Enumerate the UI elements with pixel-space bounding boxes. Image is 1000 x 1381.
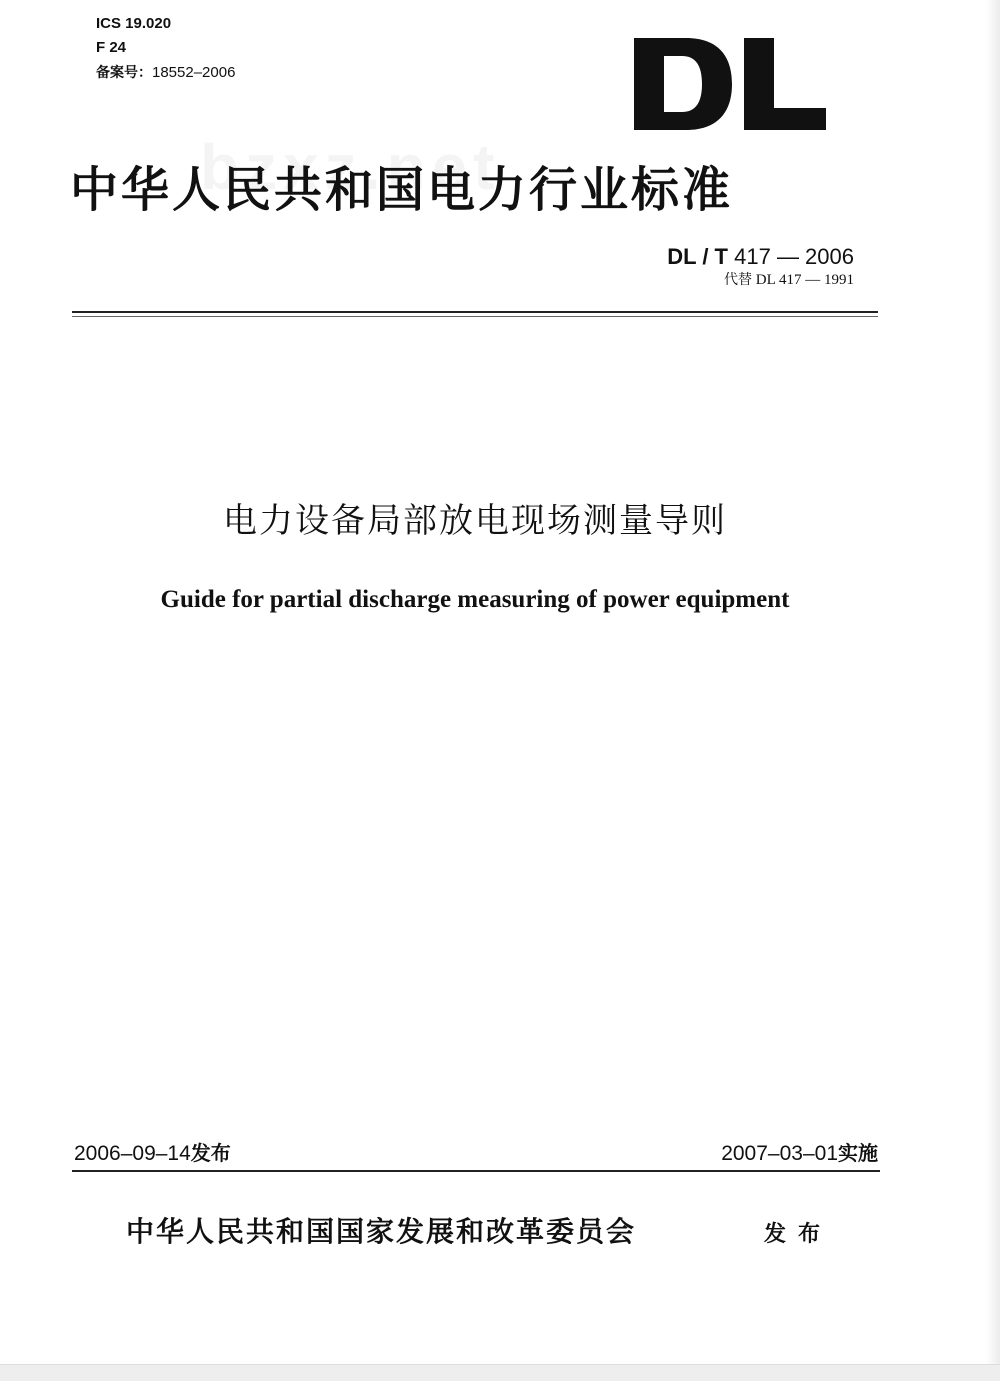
issue-word: 发布 — [764, 1222, 833, 1247]
issuing-authority: 中华人民共和国国家发展和改革委员会 — [126, 1215, 637, 1248]
standard-number — [667, 244, 854, 270]
dl-logo-graphic — [634, 38, 826, 130]
record-number-label: 备案号： — [96, 65, 152, 81]
chinese-title: 电力设备局部放电现场测量导则 — [223, 501, 727, 541]
effective-date-value: 2007–03–01 — [721, 1142, 838, 1165]
record-number — [96, 63, 235, 83]
effective-date — [721, 1139, 878, 1168]
effective-date-label: 实施 — [838, 1141, 878, 1165]
standard-category-title: 中华人民共和国电力行业标准 — [70, 162, 734, 218]
replaces-number: DL 417 — 1991 — [755, 272, 854, 288]
replaces-standard — [724, 271, 854, 289]
page-bottom-band — [0, 1364, 1000, 1381]
dl-logo — [634, 38, 826, 130]
issue-date — [74, 1139, 231, 1168]
standard-number-prefix: DL / T — [667, 244, 728, 269]
classification-code: F 24 — [96, 39, 127, 56]
header-rule-thin — [72, 316, 878, 317]
replaces-label: 代替 — [724, 272, 753, 288]
english-title: Guide for partial discharge measuring of power equipment — [160, 586, 790, 613]
record-number-value: 18552–2006 — [152, 64, 236, 81]
standard-number-value: 417 — 2006 — [734, 244, 854, 269]
header-rule — [72, 311, 878, 313]
page-edge-shadow — [986, 0, 1000, 1381]
footer-rule — [72, 1170, 880, 1172]
issue-date-label: 发布 — [190, 1141, 231, 1165]
ics-code: ICS 19.020 — [96, 15, 172, 32]
issue-date-value: 2006–09–14 — [74, 1142, 191, 1165]
